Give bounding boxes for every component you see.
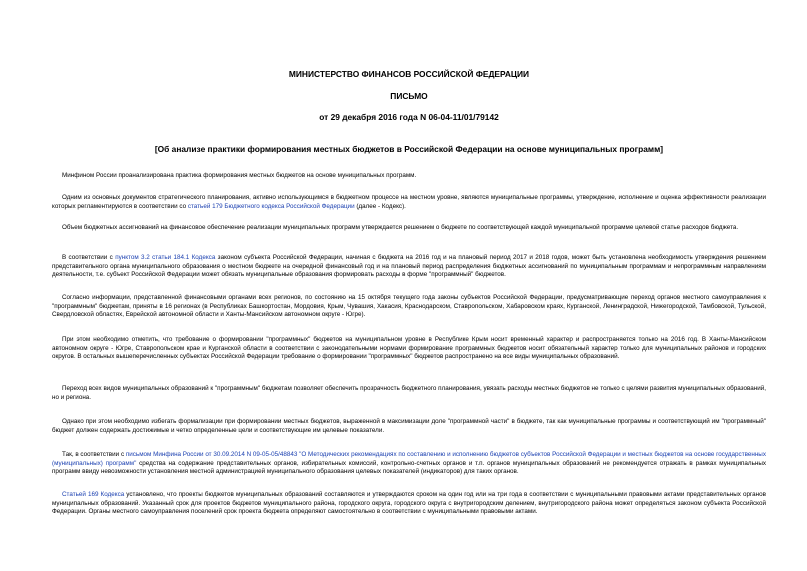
link-article-169[interactable]: Статьей 169 Кодекса xyxy=(62,491,125,498)
doc-type-heading: ПИСЬМО xyxy=(390,91,428,101)
paragraph-2-text-b: (далее - Кодекс). xyxy=(354,202,406,210)
paragraph-3: Объем бюджетных ассигнований на финансовое обеспечение реализации муниципальных программ утверждается решением о бюджете по соответствующей каждой муниципальной программе целевой статье расходов бюджета. xyxy=(62,224,739,231)
link-minfin-letter[interactable]: письмом Минфина России от 30.09.2014 N 09-05-05/48843 "О Методических рекомендациях по составлению и исполнению бюджетов субъектов Российской Федерации и местных бюджетов на основе государственных (муниципальных) программ" xyxy=(52,451,766,467)
paragraph-6: При этом необходимо отметить, что требование о формировании "программных" бюджетов на муниципальном уровне в Республике Крым носит временный характер и распространяется только на 2016 год. В Ханты-Мансийском автономном округе - Югре, Ставропольском крае и Курганской области в соответствии с законодательными нормами формирование программных бюджетов носит обязательный характер только для муниципальных районов и городских округов. В остальных вышеперечисленных субъектах Российской Федерации требование о формировании "программных" бюджетов распространено на все виды муниципальных образований. xyxy=(52,336,766,361)
paragraph-9-text-b: средства на содержание представительных органов, избирательных комиссий, контрольно-счетных органов и т.п. органов муниципальных образований не рекомендуется отражать в рамках муниципальных программ ввиду невозможности установления местной администрацией муниципального образования целевых показателей (индикаторов) для таких органов. xyxy=(52,459,766,476)
paragraph-4-text-a: В соответствии с xyxy=(62,254,116,261)
paragraph-5: Согласно информации, представленной финансовыми органами всех регионов, по состоянию на 15 октября текущего года законы субъектов Российской Федерации, предусматривающие переход органов местного самоуправления к "программным" бюджетам, приняты в 16 регионах (в Республиках Башкортостан, Мордовия, Крым, Чувашия, Хакасия, Краснодарском, Ставропольском, Хабаровском краях, Курганской, Ленинградской, Нижегородской, Тамбовской, Тульской, Свердловской областях, Еврейской автономной области и Ханты-Мансийском автономном округе - Югре). xyxy=(52,294,766,319)
paragraph-9-text-a: Так, в соответствии с xyxy=(62,451,126,458)
paragraph-10 xyxy=(52,491,766,517)
link-article-179[interactable]: статьей 179 Бюджетного кодекса Российской Федерации xyxy=(187,202,355,210)
ministry-heading: МИНИСТЕРСТВО ФИНАНСОВ РОССИЙСКОЙ ФЕДЕРАЦИИ xyxy=(288,69,530,79)
paragraph-8: Однако при этом необходимо избегать формализации при формировании местных бюджетов, выраженной в максимизации доле "программной части" в бюджете, так как муниципальные программы и соответствующий им "программный" бюджет должен содержать достижимые и четко определенные цели и соответствующие им целевые показатели. xyxy=(52,418,766,434)
paragraph-2 xyxy=(52,194,766,211)
date-number-heading: от 29 декабря 2016 года N 06-04-11/01/79142 xyxy=(319,112,499,122)
paragraph-10-text-b: установлено, что проекты бюджетов муниципальных образований составляются и утверждаются сроком на один год или на три года в соответствии с муниципальными правовыми актами представительных органов муниципальных образований. Указанный срок для проектов бюджетов муниципального района, городского округа, городского округа с внутригородским делением, внутригородского района может определяться законом субъекта Российской Федерации. Органы местного самоуправления поселений срок проекта бюджета определяют самостоятельно в соответствии с муниципальными правовыми актами. xyxy=(52,491,766,516)
link-clause-3-2-article-184-1[interactable]: пунктом 3.2 статьи 184.1 Кодекса xyxy=(115,254,216,261)
paragraph-9 xyxy=(52,451,766,477)
paragraph-4-text-b: законом субъекта Российской Федерации, начиная с бюджета на 2016 год и на плановый период 2017 и 2018 годов, может быть установлена необходимость утверждения решением представительного органа муниципального образования о местном бюджете на очередной финансовый год и на плановый период распределения бюджетных ассигнований по муниципальным программам и непрограммным направлениям деятельности, т.е. субъект Российской Федерации может обязать муниципальные образования формировать расходы в форме "программный" бюджетов. xyxy=(52,254,766,279)
subject-heading: [Об анализе практики формирования местных бюджетов в Российской Федерации на основе муниципальных программ] xyxy=(154,144,664,154)
paragraph-1: Минфином России проанализирована практика формирования местных бюджетов на основе муниципальных программ. xyxy=(62,172,417,179)
paragraph-2-text-a: Одним из основных документов стратегического планирования, активно использующимся в бюджетном процессе на местном уровне, являются муниципальные программы, утверждение, исполнение и оценка эффективности реализации которых регламентируются в соответствии со xyxy=(52,194,766,210)
paragraph-7: Переход всех видов муниципальных образований к "программным" бюджетам позволяет обеспечить прозрачность бюджетного планирования, увязать расходы местных бюджетов не только с целями развития муниципальных образований, но и региона. xyxy=(52,385,766,401)
paragraph-4 xyxy=(52,254,766,280)
